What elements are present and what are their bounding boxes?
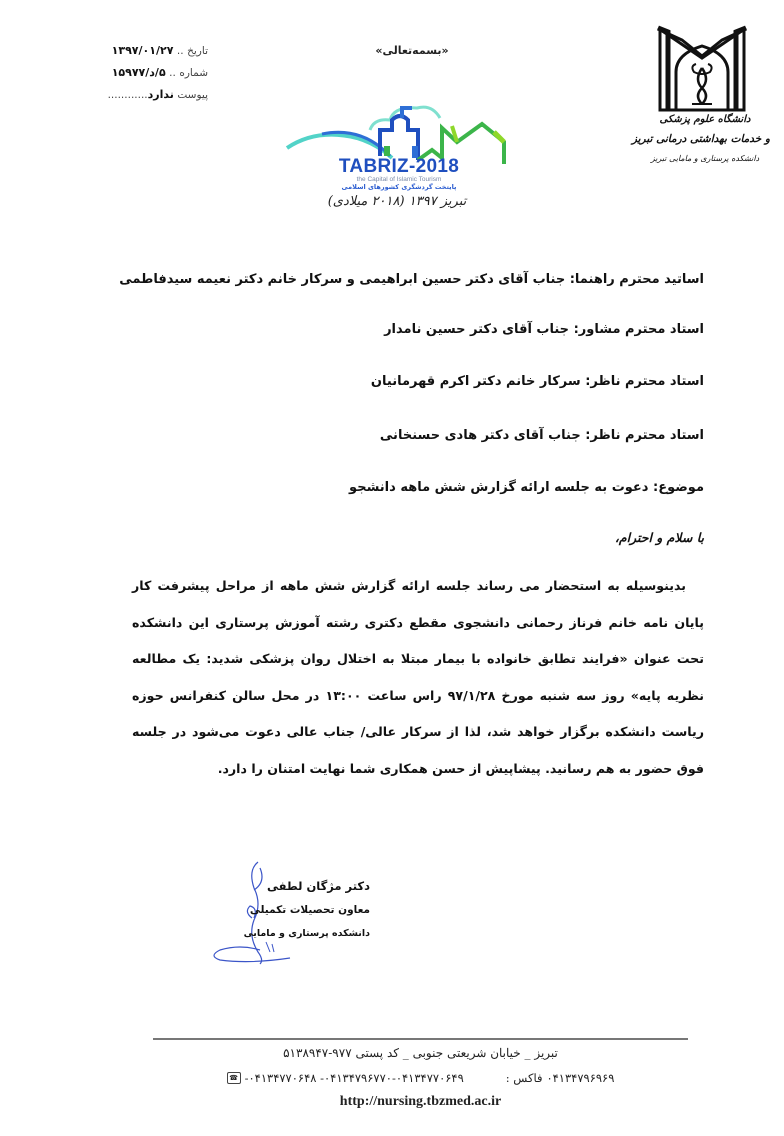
phone-numbers: ۰۴۱۳۴۷۹۶۷۷۰-۰۴۱۳۴۷۷۰۶۴۹- ۰۴۱۳۴۷۷۰۶۴۸-	[244, 1071, 464, 1085]
number-row: شماره .. ۵/د/۱۵۹۷۷	[111, 66, 208, 79]
university-emblem	[631, 18, 770, 178]
date-label: تاریخ	[187, 45, 208, 57]
addressee-supervisors: اساتید محترم راهنما: جناب آقای دکتر حسین ابراهیمی و سرکار خانم دکتر نعیمه سیدفاطمی	[119, 272, 704, 287]
signatory-name: دکتر مژگان لطفی	[267, 879, 370, 893]
letter-body-text: بدینوسیله به استحضار می رساند جلسه ارائه گزارش شش ماهه از مراحل پیشرفت کار پایان نامه خانم فرناز رحمانی دانشجوی مقطع دکتری رشته آموزش پرستاری این دانشکده تحت عنوان «فرایند تطابق خانواده با بیمار مبتلا به اختلال روان پزشکی شدید: یک مطالعه نظریه پایه» روز سه شنبه مورخ ۹۷/۱/۲۸ راس ساعت ۱۳:۰۰ در محل سالن کنفرانس حوزه ریاست دانشکده برگزار خواهد شد، لذا از سرکار عالی/ جناب عالی دعوت می‌شود در جلسه فوق حضور به هم رسانید. پیشاپیش از حسن همکاری شما نهایت امتنان را دارد.	[132, 578, 704, 776]
fax-number: ۰۴۱۳۴۷۹۶۹۶۹	[546, 1071, 615, 1085]
addressee-advisor: استاد محترم مشاور: جناب آقای دکتر حسین نامدار	[384, 322, 704, 337]
fax-group	[506, 1071, 615, 1085]
date-row: تاریخ .. ۱۳۹۷/۰۱/۲۷	[111, 44, 208, 57]
number-label: شماره	[179, 67, 208, 79]
footer-contact-numbers	[153, 1071, 688, 1085]
attachment-row: پیوست ندارد............	[107, 88, 208, 101]
signatory-title: معاون تحصیلات تکمیلی	[249, 904, 370, 916]
tabriz-logo-subtitle-en: the Capital of Islamic Tourism	[356, 176, 442, 183]
tabriz-logo-title: TABRIZ-2018	[338, 156, 460, 177]
tabriz-2018-logo	[282, 90, 512, 220]
letter-body	[132, 568, 704, 787]
addressee-observer-2: استاد محترم ناظر: جناب آقای دکتر هادی حسنخانی	[379, 428, 704, 443]
footer-address: تبریز _ خیابان شریعتی جنوبی _ کد پستی ۹۷۷-۵۱۳۸۹۴۷	[283, 1046, 558, 1060]
fax-label: فاکس :	[505, 1071, 543, 1085]
bismillah-heading: «بسمه‌تعالی»	[375, 44, 449, 57]
footer-divider	[153, 1038, 688, 1040]
emblem-line-1: دانشگاه علوم پزشکی	[659, 114, 751, 125]
footer-website-link[interactable]: http://nursing.tbzmed.ac.ir	[339, 1094, 502, 1109]
greeting: با سلام و احترام،	[614, 530, 704, 545]
letter-subject: موضوع: دعوت به جلسه ارائه گزارش شش ماهه دانشجو	[349, 480, 704, 495]
emblem-line-2: و خدمات بهداشتی درمانی تبریز	[631, 133, 770, 145]
tabriz-logo-subtitle-fa: پایتخت گردشگری کشورهای اسلامی	[341, 183, 457, 191]
letter-meta	[88, 40, 208, 106]
addressee-observer-1: استاد محترم ناظر: سرکار خانم دکتر اکرم قهرمانیان	[370, 374, 704, 389]
phone-group	[227, 1071, 464, 1085]
attachment-label: پیوست	[177, 89, 208, 101]
signature-block	[200, 860, 400, 980]
emblem-line-3: دانشکده پرستاری و مامایی تبریز	[650, 154, 760, 163]
tabriz-logo-year: تبریز ۱۳۹۷ (۲۰۱۸ میلادی)	[327, 194, 467, 209]
handwritten-signature-icon	[200, 860, 400, 980]
number-value: ۵/د/۱۵۹۷۷	[111, 66, 166, 79]
date-value: ۱۳۹۷/۰۱/۲۷	[111, 44, 174, 57]
attachment-value: ندارد	[147, 88, 174, 101]
signatory-department: دانشکده پرستاری و مامایی	[243, 928, 370, 939]
telephone-icon: ☎	[227, 1072, 241, 1084]
university-logo-icon	[652, 18, 752, 118]
